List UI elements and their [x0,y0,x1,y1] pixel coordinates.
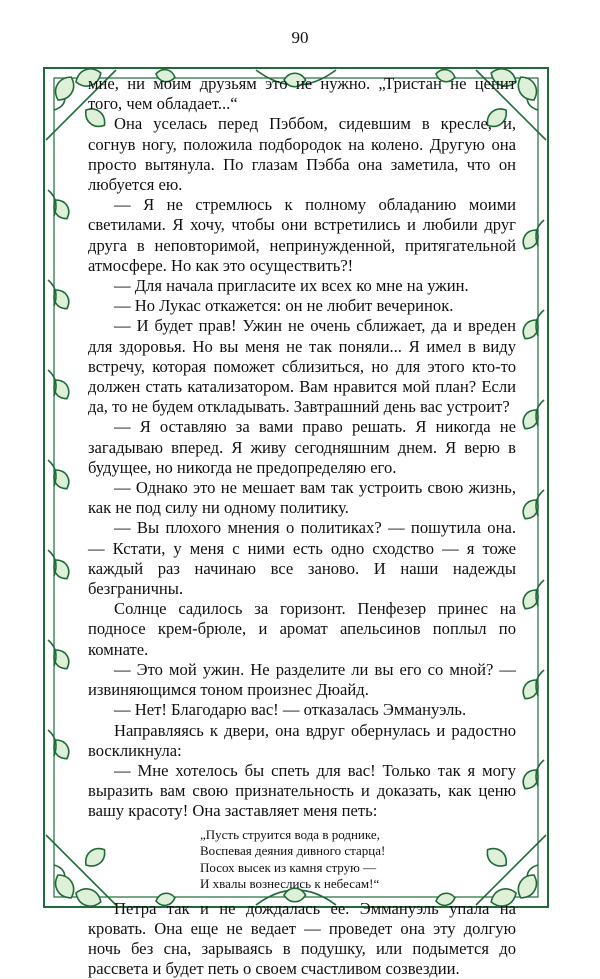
poem-line: Воспевая деяния дивного старца! [200,843,386,859]
poem-stanza [200,827,516,893]
paragraph: — Я не стремлюсь к полному обладанию моими светилами. Я хочу, чтобы они встретились и любили друг друга в неповторимой, непринужденной, притягательной атмосфере. Но как это осуществить?! [88,195,516,275]
paragraph: мне, ни моим друзьям это не нужно. „Тристан не ценит того, чем обладает...“ [88,74,516,114]
paragraph: Направляясь к двери, она вдруг обернулась и радостно воскликнула: [88,720,516,760]
poem-line: „Пусть струится вода в роднике, [200,826,380,842]
closing-paragraph: Петра так и не дождалась ее. Эммануэль упала на кровать. Она еще не ведает — проведет она эту долгую ночь без сна, зарываясь в подушку, или подымется до рассвета и будет петь о своем счастливом созвездии. [88,898,516,979]
poem-line: Посох высек из камня струю — [200,859,377,875]
paragraph: — Мне хотелось бы спеть для вас! Только так я могу выразить вам свою признательность и доказать, как ценю вашу красоту! Она заставляет меня петь: [88,760,516,821]
text-column [88,74,516,979]
paragraph: — И будет прав! Ужин не очень сближает, да и вреден для здоровья. Но вы меня не так поняли... Я имел в виду встречу, которая поможет сблизиться, но для этого кто-то должен стать катализатором. Вам нравится мой план? Если да, то не будем откладывать. Завтрашний день вас устроит? [88,316,516,417]
paragraph: Она уселась перед Пэббом, сидевшим в кресле, и, согнув ногу, положила подбородок на колено. Другую она просто вытянула. По глазам Пэбба она заметила, что он любуется ею. [88,114,516,195]
paragraph: — Однако это не мешает вам так устроить свою жизнь, как не под силу ни одному политику. [88,478,516,518]
paragraph: — Вы плохого мнения о политиках? — пошутила она. — Кстати, у меня с ними есть одно сходство — я тоже каждый раз начинаю все заново. И наши надежды безграничны. [88,518,516,599]
paragraph: — Для начала пригласите их всех ко мне на ужин. [114,276,469,296]
paragraph: — Нет! Благодарю вас! — отказалась Эммануэль. [114,700,467,720]
page-number: 90 [291,28,309,47]
paragraph: Солнце садилось за горизонт. Пенфезер принес на подносе крем-брюле, и аромат апельсинов поплыл по комнате. [88,599,516,659]
paragraph: — Но Лукас откажется: он не любит вечеринок. [114,296,454,316]
poem-line: И хвалы вознеслись к небесам!“ [200,876,380,892]
paragraph: — Это мой ужин. Не разделите ли вы его со мной? — извиняющимся тоном произнес Дюайд. [88,659,516,700]
paragraph: — Я оставляю за вами право решать. Я никогда не загадываю вперед. Я живу сегодняшним днем. Я верю в будущее, но никогда не предопределяю его. [88,417,516,477]
